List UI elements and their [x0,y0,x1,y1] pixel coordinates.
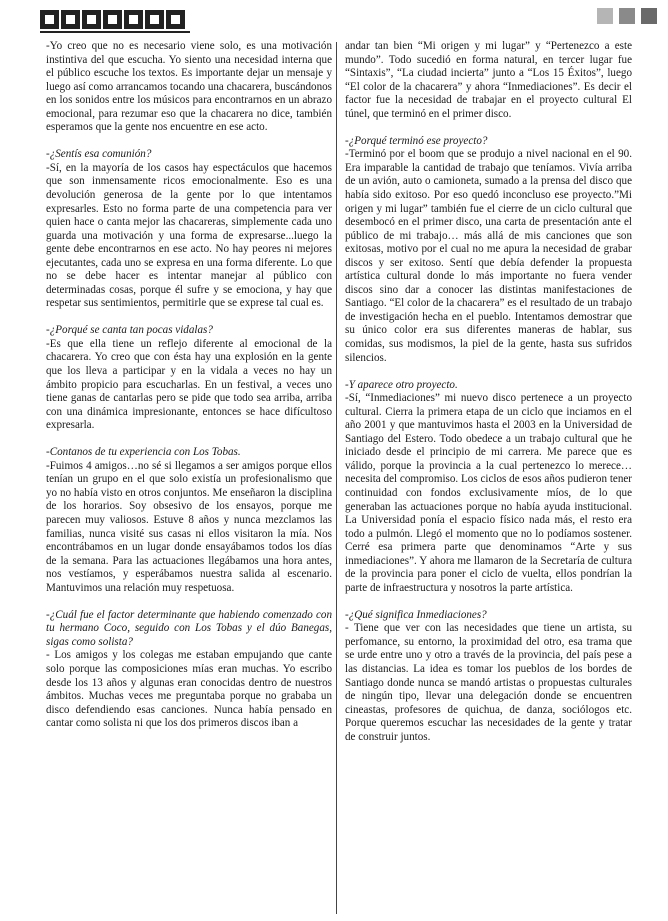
greek-key-icon [145,10,164,29]
answer-text: - Tiene que ver con las necesidades que tiene un artista, su perfomance, su entorno, la proximidad del otro, esa trama que se urde entre uno y otro a través de la provincia, del país pese a las distancias. La idea es tomar los pueblos de los bordes de Santiago donde nunca se mandó artistas o propuestas culturales de ningún tipo, llevar una delegación donde se encuentren cineastas, profesores de quichua, de danza, sociólogos etc. Porque queremos escuchar las necesidades de la gente y tratar de construir juntos. [345,622,632,743]
question-text: -¿Qué significa Inmediaciones? [345,608,487,621]
question-text: -¿Cuál fue el factor determinante que habiendo comenzado con tu hermano Coco, seguido con Los Tobas y el dúo Banegas, sigas como solista? [46,608,332,648]
qa-section [345,609,632,744]
answer-text: -Yo creo que no es necesario viene solo, es una motivación instintiva del que escucha. Yo siento una necesidad interna que el público escuche los textos. Es importante dejar un mensaje y luego así como arrancamos tocando una chacarera, buscándonos en los sonidos entre los músicos para encontrarnos en un abrazo emocional, para rezumar eso que la chacarera no dice, también esperamos que la gente nos encuentre en ese acto. [46,40,332,134]
answer-text: -Fuimos 4 amigos…no sé si llegamos a ser amigos porque ellos tenían un grupo en el que solo existía un profesionalismo que yo no había visto en otros conjuntos. Me enseñaron la disciplina de los horarios. Soy obsesivo de los ensayos, porque me parecen muy valiosos. Estuve 8 años y nunca mezclamos las familias, nunca visité sus casas ni ellos visitaron la mía. Nos encontrábamos en un lugar donde ensayábamos todos los días de la semana. Para las actuaciones llegábamos una hora antes, nos vestíamos, y esperábamos nuestra salida al escenario. Mantuvimos una relación muy respetuosa. [46,459,332,594]
qa-section [46,324,332,432]
greek-key-icon [124,10,143,29]
decorative-square [597,8,613,24]
left-column [46,40,332,744]
qa-section [345,135,632,365]
answer-text: -Sí, “Inmediaciones” mi nuevo disco pertenece a un proyecto cultural. Cierra la primera etapa de un ciclo que inciamos en el año 2001 y que mantuvimos hasta el 2003 en la Universidad de Santiago del Estero. Todo obedece a un trabajo cultural que he iniciado desde el principio de mi carrera. Me parece que es válido, porque la provincia a la cual pertenezco lo merece… necesita del compromiso. Los ciclos de esos años pudieron tener continuidad con fondos exclusivamente míos, de lo que generaban las actuaciones porque no había ayuda institucional. La Universidad ponía el espacio físico nada más, el resto era todo a pulmón. Llegó el momento que no lo podíamos sostener. Cerré esa primera parte que denominamos “Arte y sus inmediaciones”. Y ahora me llamaron de la Secretaría de cultura de la provincia para poner el ciclo de vuelta, ellos pondrían la parte de infraestructura y nosotros la parte artística. [345,392,632,594]
column-divider [336,42,337,914]
qa-section [345,40,632,121]
right-column [345,40,632,758]
question-text: -¿Sentís esa comunión? [46,148,152,161]
answer-text: - Los amigos y los colegas me estaban empujando que cante solo porque las composiciones mías eran muchas. Yo escribo desde los 13 años y algunas eran conocidas dentro de nuestros ámbitos. Muchas veces me preguntaba porque no grababa un disco defendiendo esas canciones. Nunca había pensado en cantar como solista ni que los dos primeros discos iban a [46,649,332,730]
answer-text: -Es que ella tiene un reflejo diferente al emocional de la chacarera. Yo creo que con ésta hay una explosión en la gente que los lleva a participar y en la vidala a veces no hay un ámbito propicio para escucharlas. En un festival, a veces uno tiene ganas de cantarlas pero se pide que todo sea arriba, arriba con una dinámica impresionante, entonces se hace difícultoso expresarla. [46,337,332,432]
header-ornament [40,10,190,30]
greek-key-icon [166,10,185,29]
greek-key-icon [61,10,80,29]
qa-section [345,379,632,596]
decorative-square [619,8,635,24]
greek-key-icon [40,10,59,29]
answer-text: -Sí, en la mayoría de los casos hay espectáculos que hacemos que son inmensamente ricos emocionalmente. Eso es una devolución generosa de la gente por lo que intentamos expresarles. Esto no forma parte de una competencia para ver quien hace o canta mejor las chacareras, simplemente cada uno guarda una motivación y una forma de expresarse...luego la gente debe encontrarnos en ese acto. No hay peores ni mejores ejecutantes, cada uno se expresa en una forma diferente. Lo que no se debe hacer es intentar manejar al público con determinadas cosas, porque él sufre y se emociona, y hay que respetar sus sentimientos, permitirle que se exprese tal cual es. [46,161,332,310]
question-text: -¿Porqué terminó ese proyecto? [345,134,488,147]
question-text: -¿Porqué se canta tan pocas vidalas? [46,324,213,337]
qa-section [46,446,332,595]
greek-key-icon [82,10,101,29]
question-text: -Contanos de tu experiencia con Los Tobas. [46,446,241,459]
header-rule [40,31,190,33]
qa-section [46,148,332,311]
question-text: -Y aparece otro proyecto. [345,378,458,391]
answer-text: andar tan bien “Mi origen y mi lugar” y “Pertenezco a este mundo”. Todo sucedió en forma natural, en tercer lugar fue “Sintaxis”, “La ciudad incierta” junto a “Los 15 Éxitos”, luego “El color de la chacarera” y ahora “Inmediaciones”. Es decir el factor fue la necesidad de trabajar en el proyecto cultural El túnel, que terminó en el primer disco. [345,40,632,120]
decorative-square [641,8,657,24]
greek-key-icon [103,10,122,29]
qa-section [46,40,332,135]
qa-section [46,609,332,731]
answer-text: -Terminó por el boom que se produjo a nivel nacional en el 90. Era imparable la cantidad de trabajo que teníamos. Vivía arriba de un avión, auto o camioneta, sumado a la prensa del disco que había sido exitoso. Por eso quedó inconcluso ese proyecto.”Mi origen y mi lugar” también fue el cierre de un ciclo cultural que desembocó en el primer disco, una carta de presentación ante el público de mi trabajo… más allá de mis canciones que son exitosas, motivo por el cual no me apura la necesidad de grabar discos y ser exitoso. Sentí que debía defender la propuesta artística cultural donde lo más importante no fuera vender discos sino dar a conocer las distintas manifestaciones de Santiago. “El color de la chacarera” es el resultado de un trabajo de investigación hecha en el pueblo. Intentamos demostrar que su único color era sus diferentes maneras de hablar, sus comidas, sus modismos, la piel de la gente, hasta sus sufridos silencios. [345,148,632,364]
